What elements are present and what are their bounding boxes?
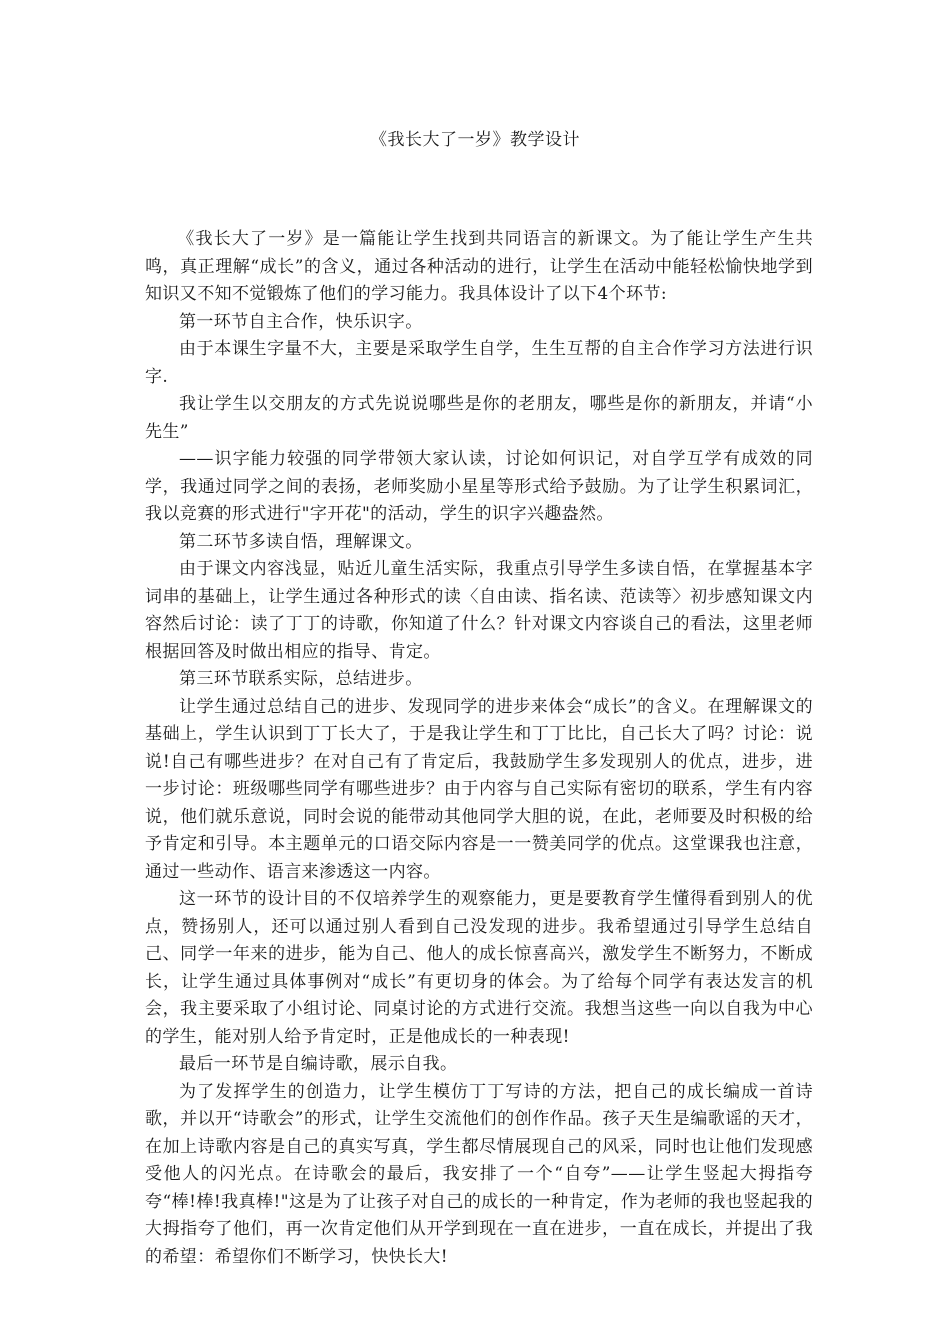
intro-paragraph: 《我长大了一岁》是一篇能让学生找到共同语言的新课文。为了能让学生产生共鸣，真正理解“成长”的含义，通过各种活动的进行，让学生在活动中能轻松愉快地学到知识又不知不觉锻炼了他们的学习能力。我具体设计了以下4个环节: (145, 229, 813, 304)
section-1-paragraph: 由于本课生字量不大，主要是采取学生自学，生生互帮的自主合作学习方法进行识字. (145, 339, 813, 387)
section-1-paragraph: 我让学生以交朋友的方式先说说哪些是你的老朋友，哪些是你的新朋友，并请“小先生” (145, 394, 813, 442)
section-2-heading: 第二环节多读自悟，理解课文。 (179, 531, 423, 552)
section-4-heading: 最后一环节是自编诗歌，展示自我。 (179, 1054, 458, 1074)
section-3-paragraph: 让学生通过总结自己的进步、发现同学的进步来体会“成长”的含义。在理解课文的基础上，学生认识到丁丁长大了，于是我让学生和丁丁比比，自己长大了吗？讨论：说说!自己有哪些进步？在对自己有了肯定后，我鼓励学生多发现别人的优点，进步，进一步讨论：班级哪些同学有哪些进步？由于内容与自己实际有密切的联系，学生有内容说，他们就乐意说，同时会说的能带动其他同学大胆的说，在此，老师要及时积极的给予肯定和引导。本主题单元的口语交际内容是一一赞美同学的优点。这堂课我也注意，通过一些动作、语言来渗透这一内容。 (145, 696, 813, 882)
section-2-paragraph: 由于课文内容浅显，贴近儿童生活实际，我重点引导学生多读自悟，在掌握基本字词串的基础上，让学生通过各种形式的读〈自由读、指名读、范读等〉初步感知课文内容然后讨论：读了丁丁的诗歌，你知道了什么？针对课文内容谈自己的看法，这里老师根据回答及时做出相应的指导、肯定。 (145, 559, 813, 662)
section-3-heading: 第三环节联系实际，总结进步。 (179, 669, 423, 689)
document-body (145, 226, 813, 1271)
section-4-paragraph: 为了发挥学生的创造力，让学生模仿丁丁写诗的方法，把自己的成长编成一首诗歌，并以开“诗歌会”的形式，让学生交流他们的创作作品。孩子天生是编歌谣的天才，在加上诗歌内容是自己的真实写真，学生都尽情展现自己的风采，同时也让他们发现感受他人的闪光点。在诗歌会的最后，我安排了一个“自夸”——让学生竖起大拇指夸夸“棒!棒!我真棒!"这是为了让孩子对自己的成长的一种肯定，作为老师的我也竖起我的大拇指夸了他们，再一次肯定他们从开学到现在一直在进步，一直在成长，并提出了我的希望：希望你们不断学习，快快长大! (145, 1081, 813, 1267)
document-title: 《我长大了一岁》教学设计 (370, 130, 580, 150)
section-1-heading: 第一环节自主合作，快乐识字。 (179, 311, 423, 332)
section-3-paragraph: 这一环节的设计目的不仅培养学生的观察能力，更是要教育学生懂得看到别人的优点，赞扬别人，还可以通过别人看到自己没发现的进步。我希望通过引导学生总结自己、同学一年来的进步，能为自己、他人的成长惊喜高兴，激发学生不断努力，不断成长，让学生通过具体事例对“成长”有更切身的体会。为了给每个同学有表达发言的机会，我主要采取了小组讨论、同桌讨论的方式进行交流。我想当这些一向以自我为中心的学生，能对别人给予肯定时，正是他成长的一种表现! (145, 889, 813, 1047)
section-1-paragraph: ——识字能力较强的同学带领大家认读，讨论如何识记，对自学互学有成效的同学，我通过同学之间的表扬，老师奖励小星星等形式给予鼓励。为了让学生积累词汇，我以竞赛的形式进行"字开花"的活动，学生的识字兴趣盎然。 (145, 449, 813, 524)
